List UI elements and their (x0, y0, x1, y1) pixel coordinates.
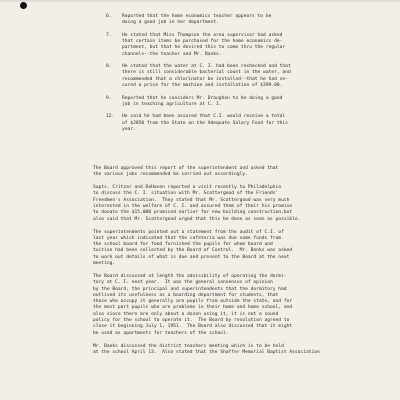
item-number: 8. (106, 64, 112, 70)
paragraph-line: tuition had been collected by the Board of Control. Mr. Banks was asked (93, 248, 293, 254)
paragraph-line: at the school April 13. Also stated that the Shaffer Memorial Baptist Association (93, 349, 320, 355)
punch-hole (20, 2, 27, 9)
item-line: year. (122, 126, 136, 132)
item-line: of $2850 from the State on the Adequate Salary Fund for this (122, 120, 288, 126)
paragraph-line: to work out details of what is due and present to the Board at the next (93, 254, 290, 260)
paragraph-line: to discuss the C. I. situation with Mr. Scattergood of the Friends' (93, 191, 279, 197)
item-line: He stated that Miss Thompson the area supervisor had asked (122, 32, 283, 38)
paragraph-line: tory at C. I. next year. It was the general consensus of opinion (93, 280, 273, 286)
paragraph (93, 230, 393, 268)
item-line: Reported that the home economics teacher appears to be (122, 14, 272, 19)
paragraph-line: the various jobs recommended be carried out accordingly. (93, 172, 248, 178)
paragraph-line: outlived its usefulness as a boarding department for students, that (93, 292, 279, 298)
report-item (106, 114, 386, 133)
paragraph-line: interested in the welfare of C. I. and assured them of their his promise (93, 204, 293, 210)
item-number: 7. (106, 32, 112, 38)
paragraph-line: Freedmen's Association. They stated that Mr. Scattergood was very much (93, 197, 290, 203)
report-item (106, 64, 386, 89)
item-line: He said he had been assured that C.I. would receive a total (122, 114, 286, 120)
item-line: job in teaching agriculture at C. I. (122, 101, 222, 107)
paragraph (93, 274, 393, 337)
page-top-edge (0, 0, 400, 3)
paragraph-line: Supts. Critzer and DeHaven reported a visit recently to Philadelphia (93, 185, 282, 191)
numbered-report-list (106, 14, 386, 139)
paragraph (93, 185, 393, 223)
paragraph-line: also said that Mr. Scattergood urged that this be done as soon as possible. (93, 216, 301, 222)
paragraph-line: be used as apartments for teachers of the school. (93, 330, 229, 336)
item-line: cured a price for the machine and installation of $399.00. (122, 83, 283, 89)
paragraph-line: The Board approved this report of the superintendent and asked that (93, 166, 279, 171)
paragraph-line: close it beginning July 1, 1951. The Board also discussed that it might (93, 324, 293, 330)
paragraph-line: also since there are only about a dozen using it, it is not a sound (93, 311, 279, 317)
item-line: there is still considerable bacterial count in the water, and (122, 70, 291, 76)
paragraph-line: the most part pupils who are problems in their home and home school, and (93, 305, 293, 311)
paragraph-line: to donate the $15,000 promised earlier for new building construction,but (93, 210, 293, 216)
item-number: 6. (106, 14, 112, 19)
report-item (106, 14, 386, 27)
paragraph-line: those who occupy it generally are pupils from outside the state, and for (93, 299, 293, 305)
paragraph-line: the school board for food furnished the pupils for whom board and (93, 242, 273, 248)
paragraph-line: last year which indicated that the cafeteria was due some funds from (93, 235, 282, 241)
paragraph (93, 344, 393, 357)
item-line: Reported that he considers Mr. Draughan to be doing a good (122, 95, 283, 101)
minutes-body (93, 166, 393, 363)
paragraph (93, 166, 393, 179)
report-item (106, 96, 386, 109)
item-line: He stated that the water at C. I. had been rechecked and that (122, 64, 291, 70)
item-line: doing a good job in her department. (122, 20, 219, 26)
report-item (106, 33, 386, 58)
item-number: 12. (106, 114, 115, 120)
paragraph-line: meeting. (93, 261, 116, 267)
paragraph-line: Mr. Banks discussed the district teachers meeting which is to be held (93, 343, 284, 349)
item-line: recommended that a chlorinator be installed--that he had se- (122, 76, 288, 82)
paragraph-line: The superintendents pointed out a statement from the audit of C.I. of (93, 229, 284, 235)
item-line: channels--the teacher and Mr. Banks. (122, 51, 222, 57)
paragraph-line: The Board discussed at length the advisibility of operating the dormi- (93, 273, 287, 279)
item-line: that certain items be purchased for the home economics de- (122, 39, 283, 45)
paragraph-line: by the Board, the principal and superintendents that the dormitory had (93, 286, 287, 292)
paragraph-line: policy for the school to operate it. The Board by resolution agreed to (93, 318, 290, 324)
item-line: partment, but that he desired this to come thru the regular (122, 45, 286, 51)
item-number: 9. (106, 95, 112, 101)
